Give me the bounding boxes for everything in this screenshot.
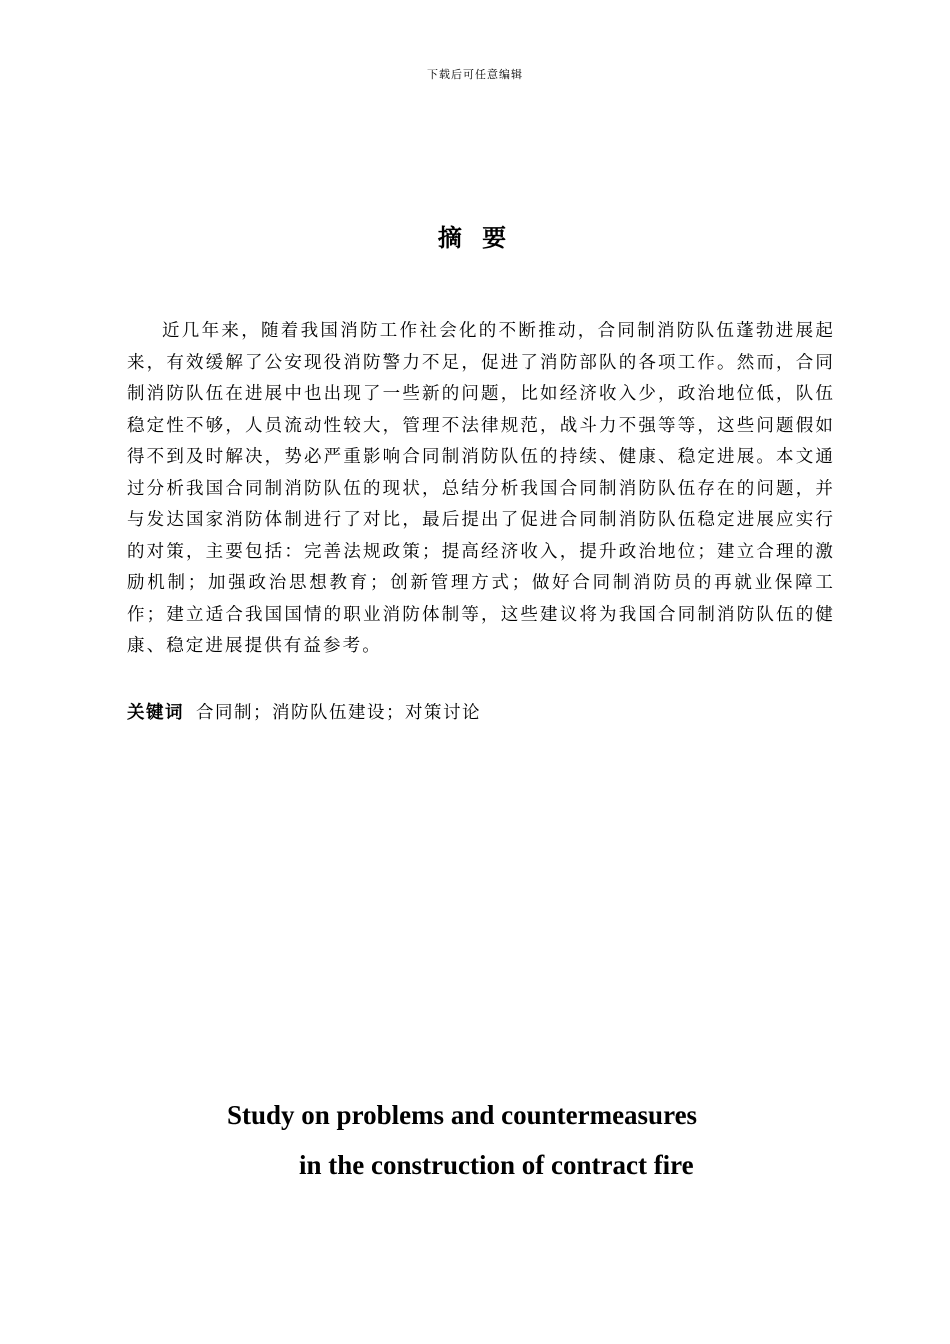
keywords-text: 合同制；消防队伍建设；对策讨论 xyxy=(196,703,481,723)
english-title xyxy=(0,1090,950,1190)
keywords-line xyxy=(127,698,835,728)
header-note: 下载后可任意编辑 xyxy=(427,68,523,81)
english-title-line-1: Study on problems and countermeasures xyxy=(227,1100,698,1130)
english-title-line-2: in the construction of contract fire xyxy=(299,1150,694,1180)
keywords-label: 关键词 xyxy=(127,703,184,723)
abstract-title: 摘 要 xyxy=(437,224,513,252)
abstract-body: 近几年来，随着我国消防工作社会化的不断推动，合同制消防队伍蓬勃进展起来，有效缓解了公安现役消防警力不足，促进了消防部队的各项工作。然而，合同制消防队伍在进展中也出现了一些新的问题，比如经济收入少，政治地位低，队伍稳定性不够，人员流动性较大，管理不法律规范，战斗力不强等等，这些问题假如得不到及时解决，势必严重影响合同制消防队伍的持续、健康、稳定进展。本文通过分析我国合同制消防队伍的现状，总结分析我国合同制消防队伍存在的问题，并与发达国家消防体制进行了对比，最后提出了促进合同制消防队伍稳定进展应实行的对策，主要包括：完善法规政策；提高经济收入，提升政治地位；建立合理的激励机制；加强政治思想教育；创新管理方式；做好合同制消防员的再就业保障工作；建立适合我国国情的职业消防体制等，这些建议将为我国合同制消防队伍的健康、稳定进展提供有益参考。 xyxy=(127,321,835,656)
